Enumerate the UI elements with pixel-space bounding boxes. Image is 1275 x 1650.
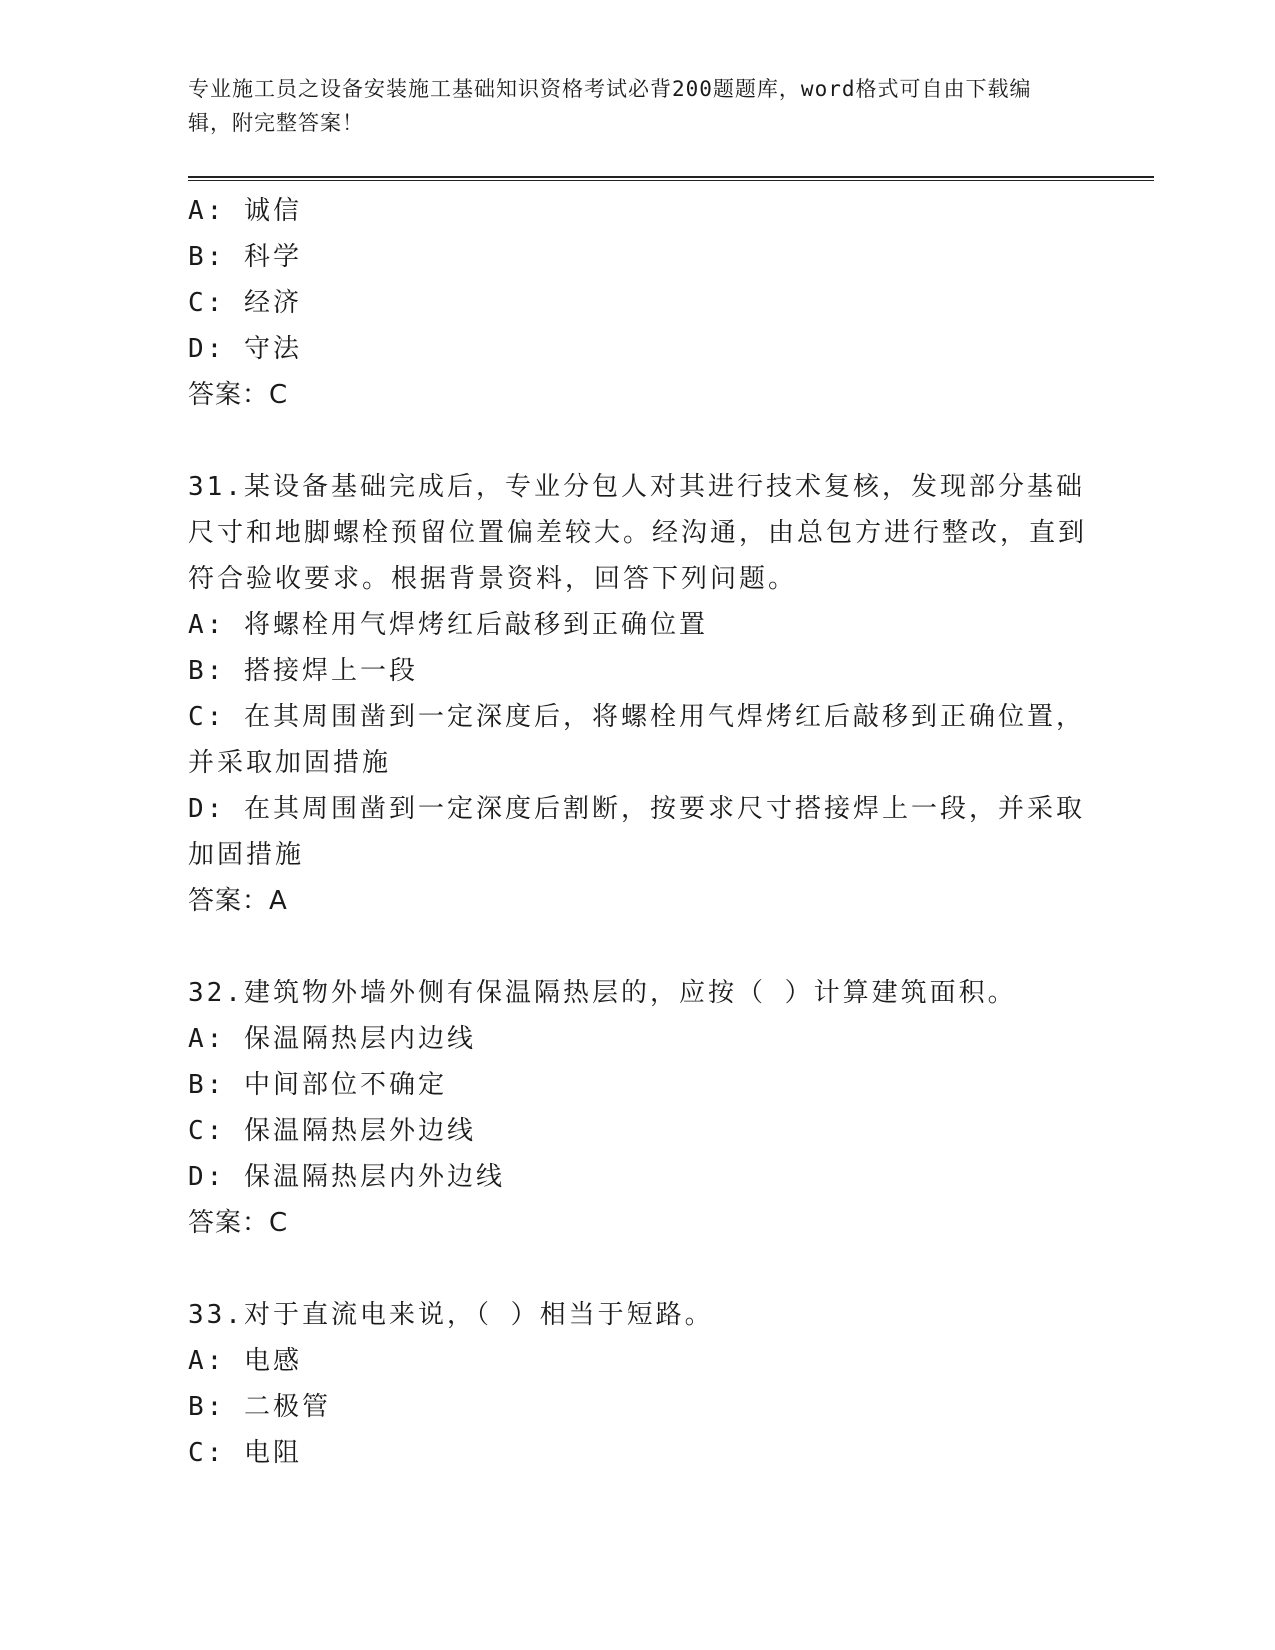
spacer (188, 924, 1088, 970)
option-a: A: 保温隔热层内边线 (188, 1024, 476, 1054)
option-a: A: 电感 (188, 1346, 302, 1376)
header-divider (188, 176, 1154, 181)
document-title: 专业施工员之设备安装施工基础知识资格考试必背200题题库，word格式可自由下载编辑，附完整答案！ (188, 77, 1032, 135)
answer: 答案：C (188, 1208, 289, 1238)
answer: 答案：A (188, 886, 288, 916)
question-32 (188, 970, 1088, 1246)
option-b: B: 搭接焊上一段 (188, 656, 418, 686)
option-a: A: 将螺栓用气焊烤红后敲移到正确位置 (188, 610, 708, 640)
option-d: D: 在其周围凿到一定深度后割断，按要求尺寸搭接焊上一段，并采取加固措施 (188, 794, 1085, 870)
question-31 (188, 464, 1088, 924)
question-30-tail (188, 188, 1088, 418)
option-c: C: 电阻 (188, 1438, 302, 1468)
option-b: B: 二极管 (188, 1392, 331, 1422)
option-c: C: 经济 (188, 288, 302, 318)
question-stem: 31.某设备基础完成后，专业分包人对其进行技术复核，发现部分基础尺寸和地脚螺栓预留位置偏差较大。经沟通，由总包方进行整改，直到符合验收要求。根据背景资料，回答下列问题。 (188, 472, 1088, 594)
option-d: D: 保温隔热层内外边线 (188, 1162, 505, 1192)
option-d: D: 守法 (188, 334, 302, 364)
answer: 答案：C (188, 380, 289, 410)
spacer (188, 1246, 1088, 1292)
page-header (188, 72, 1068, 140)
option-a: A: 诚信 (188, 196, 302, 226)
option-b: B: 科学 (188, 242, 302, 272)
question-stem: 33.对于直流电来说，（ ）相当于短路。 (188, 1300, 714, 1330)
spacer (188, 418, 1088, 464)
option-b: B: 中间部位不确定 (188, 1070, 447, 1100)
option-c: C: 保温隔热层外边线 (188, 1116, 476, 1146)
question-33 (188, 1292, 1088, 1476)
question-stem: 32.建筑物外墙外侧有保温隔热层的，应按（ ）计算建筑面积。 (188, 978, 1017, 1008)
question-content (188, 188, 1088, 1476)
option-c: C: 在其周围凿到一定深度后，将螺栓用气焊烤红后敲移到正确位置，并采取加固措施 (188, 702, 1085, 778)
